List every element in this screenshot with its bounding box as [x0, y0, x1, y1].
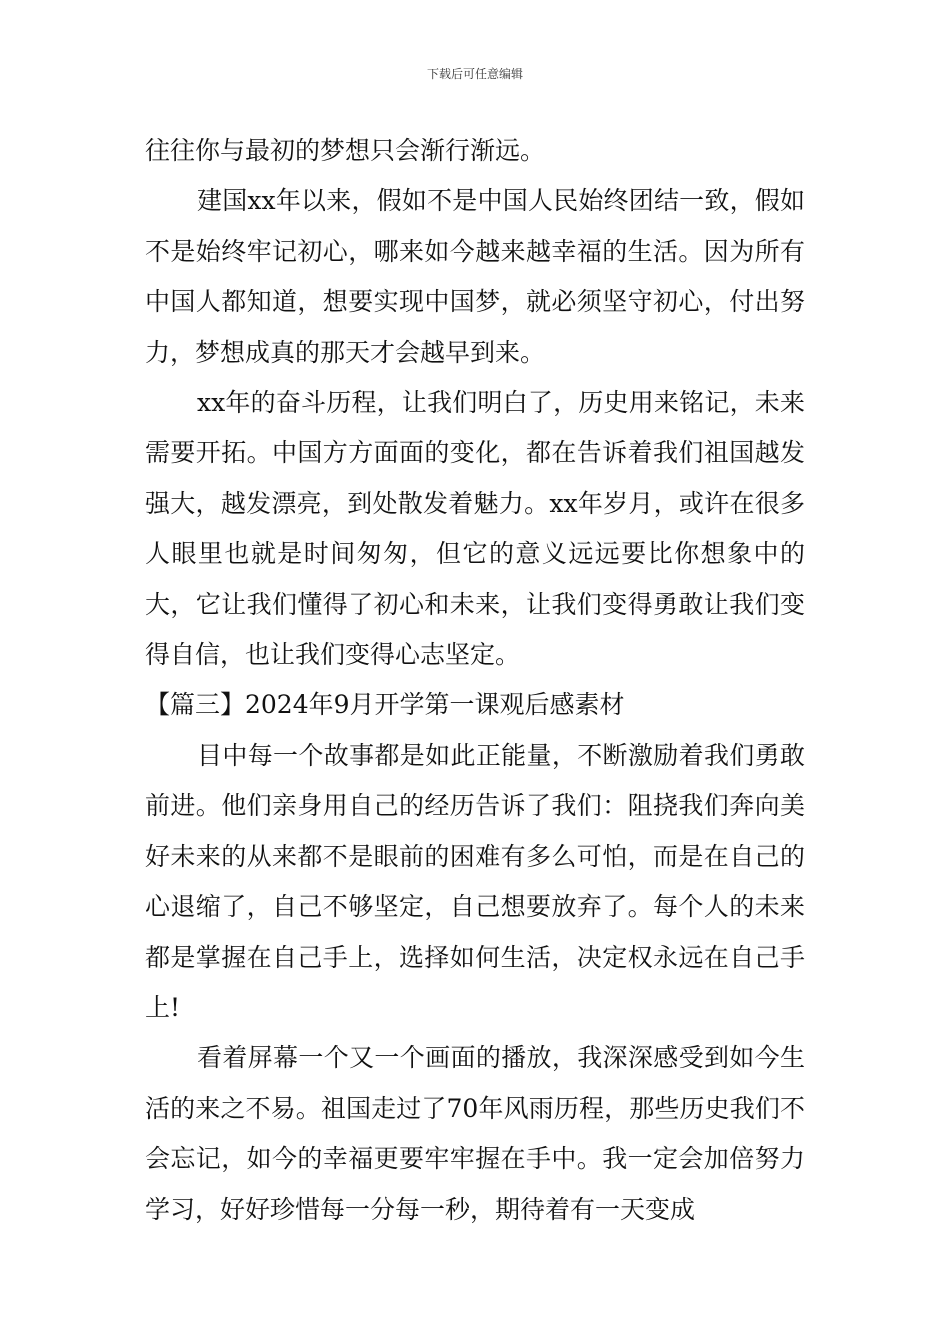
paragraph-continued: 往往你与最初的梦想只会渐行渐远。: [145, 136, 546, 165]
paragraph: 看着屏幕一个又一个画面的播放，我深深感受到如今生活的来之不易。祖国走过了70年风雨历程，那些历史我们不会忘记，如今的幸福更要牢牢握在手中。我一定会加倍努力学习，好好珍惜每一分每一秒，期待着有一天变成: [145, 1043, 805, 1224]
paragraph: 建国xx年以来，假如不是中国人民始终团结一致，假如不是始终牢记初心，哪来如今越来越幸福的生活。因为所有中国人都知道，想要实现中国梦，就必须坚守初心，付出努力，梦想成真的那天才会越早到来。: [145, 186, 805, 367]
paragraph: 目中每一个故事都是如此正能量，不断激励着我们勇敢前进。他们亲身用自己的经历告诉了我们：阻挠我们奔向美好未来的从来都不是眼前的困难有多么可怕，而是在自己的心退缩了，自己不够坚定，自己想要放弃了。每个人的未来都是掌握在自己手上，选择如何生活，决定权永远在自己手上!: [145, 740, 805, 1022]
page-header: 下载后可任意编辑: [426, 67, 523, 81]
paragraph: xx年的奋斗历程，让我们明白了，历史用来铭记，未来需要开拓。中国方方面面的变化，都在告诉着我们祖国越发强大，越发漂亮，到处散发着魅力。xx年岁月，或许在很多人眼里也就是时间匆匆，但它的意义远远要比你想象中的大，它让我们懂得了初心和未来，让我们变得勇敢让我们变得自信，也让我们变得心志坚定。: [145, 388, 805, 670]
section-heading: 【篇三】2024年9月开学第一课观后感素材: [145, 690, 625, 720]
document-body: [145, 126, 805, 1235]
